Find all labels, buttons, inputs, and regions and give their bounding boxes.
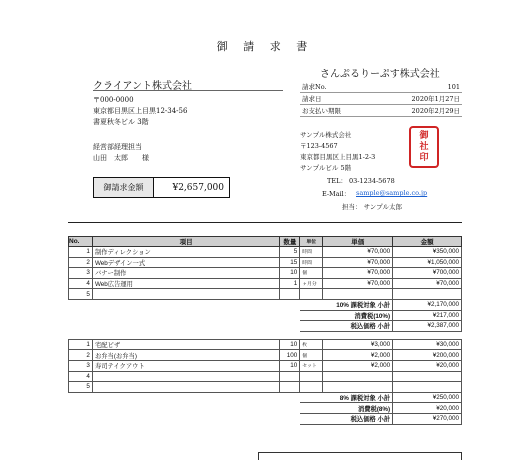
cell-amount: ¥1,050,000: [393, 257, 462, 268]
sender-company: サンプル株式会社: [300, 131, 352, 139]
section-divider: [68, 222, 462, 223]
table-row: [69, 257, 462, 268]
sender-zip: 〒123-4567: [300, 142, 338, 150]
cell-price: ¥2,000: [323, 360, 393, 371]
cell-qty: 10: [280, 360, 300, 371]
cell-amount: ¥20,000: [393, 360, 462, 371]
total-value: ¥2,657,000: [172, 182, 224, 193]
cell-item: 寿司テイクアウト: [92, 360, 279, 371]
summary-value: ¥2,170,000: [393, 299, 462, 310]
total-label: 御請求金額: [94, 178, 154, 197]
cell-item: 宅配ピザ: [92, 339, 279, 350]
cell-unit: 個: [300, 268, 323, 279]
cell-amount: [393, 382, 462, 393]
table-row: [69, 289, 462, 300]
sender-person: 担当： サンプル太郎: [342, 203, 402, 211]
client-name: クライアント株式会社: [93, 81, 192, 92]
cell-no: 2: [69, 257, 93, 268]
client-underline: [93, 90, 283, 91]
cell-item: お弁当(お弁当): [92, 350, 279, 361]
cell-price: [323, 382, 393, 393]
summary-label: 10% 課税対象 小計: [300, 299, 393, 310]
header-price: 単価: [323, 237, 393, 247]
table-spacer: [69, 331, 462, 339]
summary-row: [69, 299, 462, 310]
cell-unit: [300, 382, 323, 393]
cell-price: [323, 289, 393, 300]
table-row: [69, 371, 462, 382]
cell-amount: ¥350,000: [393, 247, 462, 258]
client-address2: 書夏秋冬ビル 3階: [93, 118, 149, 126]
table-row: [69, 247, 462, 258]
sender-email-label: E-Mail：: [322, 190, 351, 198]
cell-item: [92, 371, 279, 382]
cell-no: 4: [69, 371, 93, 382]
sender-tel: TEL： 03-1234-5678: [327, 177, 395, 185]
cell-no: 3: [69, 268, 93, 279]
cell-qty: 1: [280, 278, 300, 289]
cell-qty: 15: [280, 257, 300, 268]
summary-row: [69, 310, 462, 321]
cell-item: バナー制作: [92, 268, 279, 279]
company-seal-stamp: [409, 126, 439, 168]
header-amount: 金額: [393, 237, 462, 247]
cell-unit: 個: [300, 350, 323, 361]
summary-value: ¥270,000: [393, 413, 462, 424]
cell-item: Webデザイン一式: [92, 257, 279, 268]
summary-row: [69, 403, 462, 414]
cell-price: ¥70,000: [323, 247, 393, 258]
cell-unit: 時間: [300, 247, 323, 258]
document-title: 御 請 求 書: [216, 40, 314, 53]
cell-no: 1: [69, 339, 93, 350]
cell-amount: ¥200,000: [393, 350, 462, 361]
summary-value: ¥250,000: [393, 392, 462, 403]
summary-value: ¥217,000: [393, 310, 462, 321]
cell-amount: ¥700,000: [393, 268, 462, 279]
table-row: [69, 268, 462, 279]
meta-label: 請求No.: [300, 81, 373, 93]
header-item: 項目: [92, 237, 279, 247]
summary-value: ¥2,387,000: [393, 321, 462, 332]
seal-char: 印: [419, 153, 429, 163]
cell-qty: [280, 289, 300, 300]
table-row: [69, 339, 462, 350]
summary-value: ¥20,000: [393, 403, 462, 414]
meta-value: 101: [373, 81, 462, 93]
cell-no: 2: [69, 350, 93, 361]
client-address1: 東京都目黒区上目黒12-34-56: [93, 107, 188, 115]
issuer-name: さんぷるりーぷす株式会社: [320, 69, 440, 80]
table-row: [69, 350, 462, 361]
seal-char: 社: [419, 142, 429, 152]
meta-label: お支払い期限: [300, 105, 373, 117]
cell-qty: 10: [280, 339, 300, 350]
cell-qty: 5: [280, 247, 300, 258]
cell-item: [92, 289, 279, 300]
cell-price: ¥70,000: [323, 268, 393, 279]
cell-item: Web広告運用: [92, 278, 279, 289]
client-contact: 山田 太郎 様: [93, 154, 149, 162]
cell-price: ¥70,000: [323, 257, 393, 268]
invoice-items-table: [68, 236, 462, 425]
seal-char: 御: [419, 131, 429, 141]
sender-email-link[interactable]: sample@sample.co.jp: [356, 189, 428, 197]
table-header-row: [69, 237, 462, 247]
cell-price: [323, 371, 393, 382]
cell-price: ¥2,000: [323, 350, 393, 361]
cell-amount: ¥70,000: [393, 278, 462, 289]
cell-qty: [280, 382, 300, 393]
sender-address1: 東京都目黒区上目黒1-2-3: [300, 153, 376, 161]
cell-no: 5: [69, 382, 93, 393]
client-department: 経営部経理担当: [93, 143, 142, 151]
meta-value: 2020年1月27日: [373, 93, 462, 105]
summary-label: 8% 課税対象 小計: [300, 392, 393, 403]
cell-unit: [300, 289, 323, 300]
summary-row: [69, 413, 462, 424]
summary-label: 消費税(10%): [300, 310, 393, 321]
header-no: No.: [69, 237, 93, 247]
cell-unit: セット: [300, 360, 323, 371]
summary-row: [69, 321, 462, 332]
table-row: [69, 278, 462, 289]
cell-no: 5: [69, 289, 93, 300]
meta-row: [300, 105, 462, 117]
cell-no: 1: [69, 247, 93, 258]
cell-unit: ヶ月分: [300, 278, 323, 289]
header-unit: 単位: [300, 237, 323, 247]
meta-label: 請求日: [300, 93, 373, 105]
summary-label: 消費税(8%): [300, 403, 393, 414]
meta-value: 2020年2月29日: [373, 105, 462, 117]
meta-row: [300, 81, 462, 93]
cell-item: 制作ディレクション: [92, 247, 279, 258]
cell-unit: [300, 371, 323, 382]
cell-no: 3: [69, 360, 93, 371]
cell-amount: ¥30,000: [393, 339, 462, 350]
meta-row: [300, 93, 462, 105]
sender-address2: サンプルビル 5階: [300, 164, 352, 172]
cell-amount: [393, 371, 462, 382]
cell-amount: [393, 289, 462, 300]
header-qty: 数量: [280, 237, 300, 247]
table-row: [69, 360, 462, 371]
grand-total-box-partial: [258, 452, 462, 460]
cell-qty: 100: [280, 350, 300, 361]
cell-unit: 枚: [300, 339, 323, 350]
client-zip: 〒000-0000: [93, 96, 134, 104]
summary-label: 税込価格 小計: [300, 413, 393, 424]
cell-price: ¥70,000: [323, 278, 393, 289]
table-row: [69, 382, 462, 393]
summary-row: [69, 392, 462, 403]
cell-unit: 時間: [300, 257, 323, 268]
cell-qty: [280, 371, 300, 382]
cell-item: [92, 382, 279, 393]
invoice-total-box: [93, 177, 230, 198]
cell-price: ¥3,000: [323, 339, 393, 350]
cell-no: 4: [69, 278, 93, 289]
invoice-meta: [300, 81, 462, 117]
cell-qty: 10: [280, 268, 300, 279]
summary-label: 税込価格 小計: [300, 321, 393, 332]
